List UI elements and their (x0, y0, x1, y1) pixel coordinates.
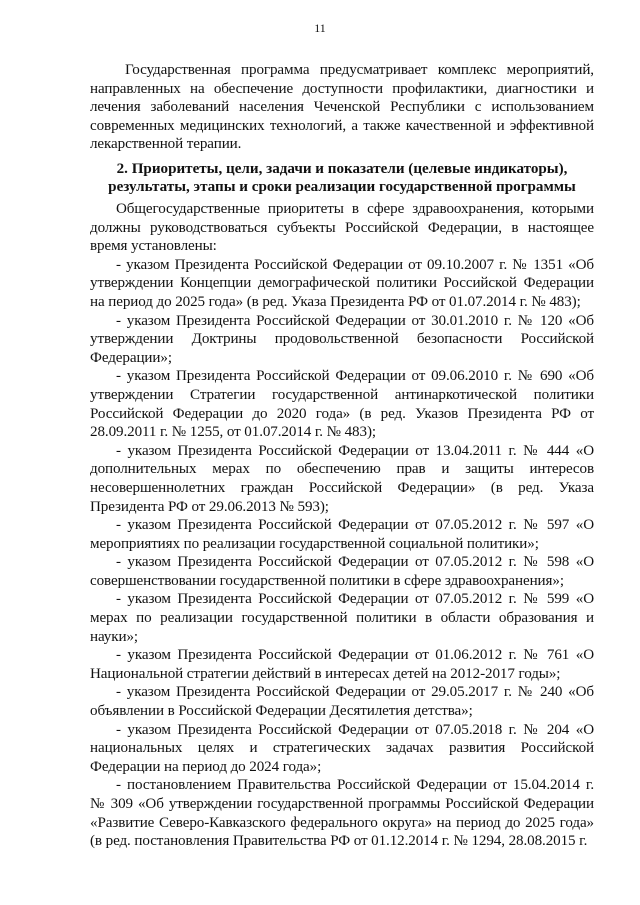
intro-section (90, 61, 594, 154)
list-item: - указом Президента Российской Федерации от 07.05.2018 г. № 204 «О национальных целях и стратегических задачах развития Российской Федерации на период до 2024 года»; (90, 721, 594, 775)
list-item: - указом Президента Российской Федерации от 13.04.2011 г. № 444 «О дополнительных мерах по обеспечению прав и защиты интересов несовершеннолетних граждан Российской Федерации» (в ред. Указа Президента РФ от 29.06.2013 № 593); (90, 442, 594, 515)
section-heading-line-2: результаты, этапы и сроки реализации государственной программы (108, 179, 576, 195)
list-item: - указом Президента Российской Федерации от 30.01.2010 г. № 120 «Об утверждении Доктрины продовольственной безопасности Российской Федерации»; (90, 312, 594, 366)
list-item: - указом Президента Российской Федерации от 01.06.2012 г. № 761 «О Национальной стратегии действий в интересах детей на 2012-2017 годы»; (90, 647, 594, 682)
list-item: - указом Президента Российской Федерации от 07.05.2012 г. № 598 «О совершенствовании государственной политики в сфере здравоохранения»; (90, 554, 594, 589)
list-item: - постановлением Правительства Российской Федерации от 15.04.2014 г. № 309 «Об утверждении государственной программы Российской Федерации «Развитие Северо-Кавказского федерального округа» на период до 2025 года» (в ред. постановления Правительства РФ от 01.12.2014 г. № 1294, 28.08.2015 г. (90, 777, 594, 850)
list-item: - указом Президента Российской Федерации от 29.05.2017 г. № 240 «Об объявлении в Российской Федерации Десятилетия детства»; (90, 684, 594, 720)
page-number: 11 (314, 21, 326, 35)
list-item: - указом Президента Российской Федерации от 07.05.2012 г. № 597 «О мероприятиях по реализации государственной социальной политики»; (90, 517, 594, 552)
list-item: - указом Президента Российской Федерации от 09.10.2007 г. № 1351 «Об утверждении Концепции демографической политики Российской Федерации на период до 2025 года» (в ред. Указа Президента РФ от 01.07.2014 г. № 483); (90, 256, 594, 310)
list-item: - указом Президента Российской Федерации от 09.06.2010 г. № 690 «Об утверждении Стратегии государственной антинаркотической политики Российской Федерации до 2020 года» (в ред. Указов Президента РФ от 28.09.2011 г. № 1255, от 01.07.2014 г. № 483); (90, 368, 594, 441)
section-heading-line-1: 2. Приоритеты, цели, задачи и показатели (целевые индикаторы), (116, 161, 568, 177)
section-heading (90, 160, 594, 196)
section-body (90, 200, 594, 851)
lead-paragraph: Общегосударственные приоритеты в сфере здравоохранения, которыми должны руководствоваться субъекты Российской Федерации, в настоящее время установлены: (90, 201, 594, 255)
list-item: - указом Президента Российской Федерации от 07.05.2012 г. № 599 «О мерах по реализации государственной политики в области образования и науки»; (90, 591, 594, 645)
intro-paragraph: Государственная программа предусматривает комплекс мероприятий, направленных на обеспечение доступности профилактики, диагностики и лечения заболеваний населения Чеченской Республики с использованием современных медицинских технологий, а также качественной и эффективной лекарственной терапии. (90, 62, 594, 153)
